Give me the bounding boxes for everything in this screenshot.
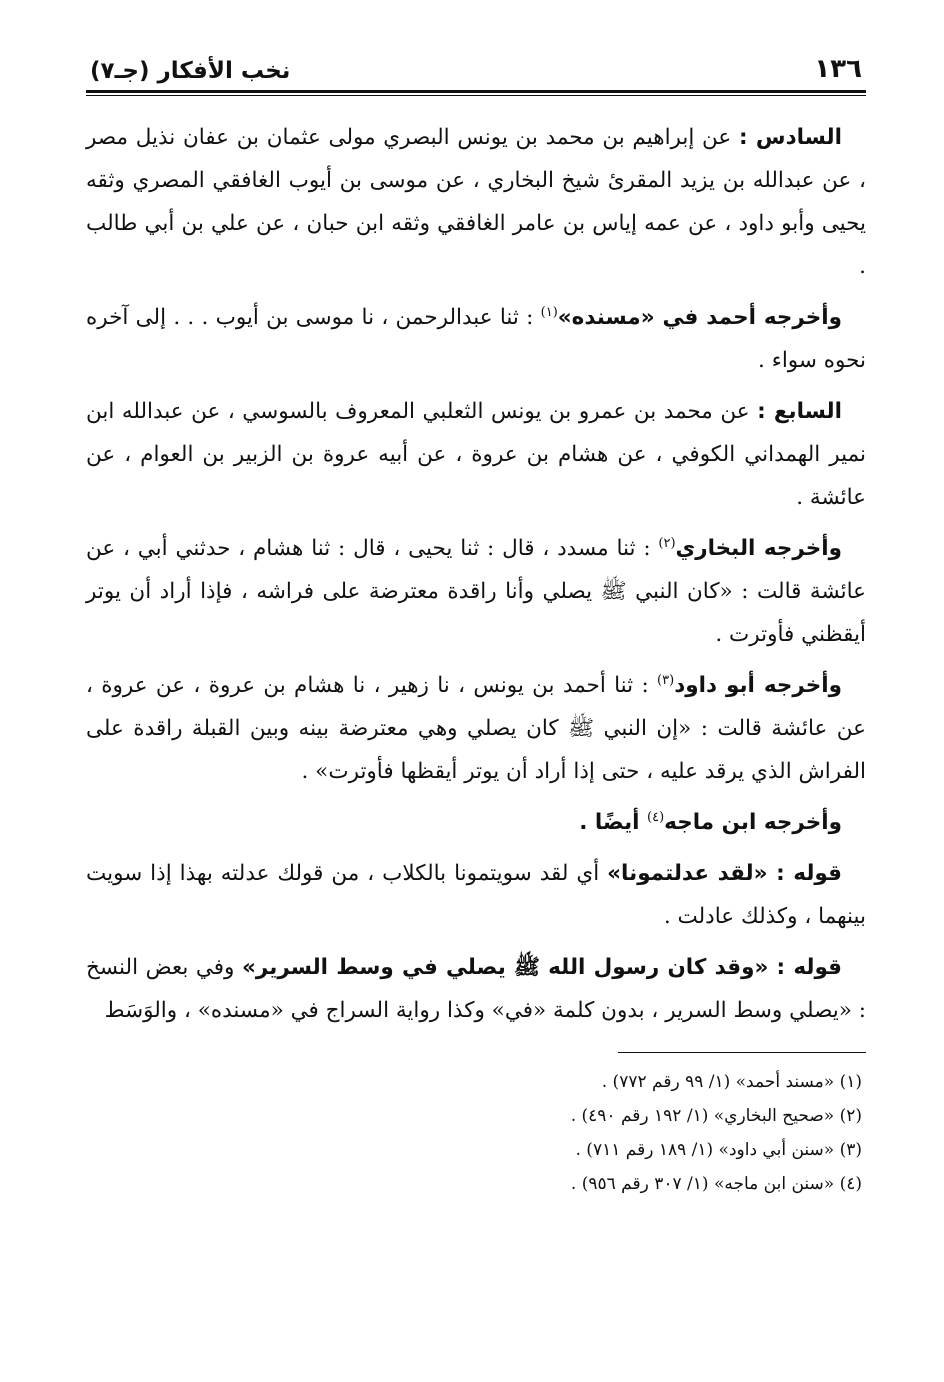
paragraph-commentary-bed [86, 946, 866, 1032]
paragraph-bukhari-citation [86, 527, 866, 656]
paragraph-ahmad-citation [86, 296, 866, 382]
running-title: نخب الأفكار (جـ٧) [90, 58, 291, 84]
paragraph-body: : ثنا عبدالرحمن ، نا موسى بن أيوب . . . إلى آخره نحوه سواء . [86, 305, 866, 373]
paragraph-lead: وأخرجه البخاري [675, 536, 843, 561]
paragraph-body: أيضًا . [579, 810, 648, 835]
footnote-marker: (١) [540, 304, 558, 320]
paragraph-body: عن إبراهيم بن محمد بن يونس البصري مولى عثمان بن عفان نذيل مصر ، عن عبدالله بن يزيد المقرئ شيخ البخاري ، عن موسى بن أيوب الغافقي المصري وثقه يحيى وأبو داود ، عن عمه إياس بن عامر الغافقي وثقه ابن حبان ، عن علي بن أبي طالب . [86, 125, 866, 279]
footnote-1: (١) «مسند أحمد» (١/ ٩٩ رقم ٧٧٢) . [601, 1072, 862, 1092]
footnote-3: (٣) «سنن أبي داود» (١/ ١٨٩ رقم ٧١١) . [575, 1140, 862, 1160]
footnotes [86, 1065, 866, 1201]
paragraph-lead: وأخرجه أبو داود [674, 673, 842, 698]
paragraph-lead: قوله : «وقد كان رسول الله ﷺ يصلي في وسط السرير» [242, 955, 842, 980]
footnote-marker: (٢) [658, 535, 676, 551]
header-rule [86, 90, 866, 96]
page-number: ١٣٦ [814, 54, 862, 84]
paragraph-lead: وأخرجه أحمد في «مسنده» [557, 305, 842, 330]
footnote-4: (٤) «سنن ابن ماجه» (١/ ٣٠٧ رقم ٩٥٦) . [570, 1174, 862, 1194]
footnote-separator [618, 1052, 866, 1053]
main-text [86, 116, 866, 1032]
footnote-marker: (٤) [647, 809, 665, 825]
paragraph-abu-dawud-citation [86, 664, 866, 793]
book-page [86, 40, 866, 1201]
paragraph-commentary-equated [86, 852, 866, 938]
paragraph-ibn-majah-citation [86, 801, 866, 844]
footnote-2: (٢) «صحيح البخاري» (١/ ١٩٢ رقم ٤٩٠) . [570, 1106, 862, 1126]
paragraph-body: أي لقد سويتمونا بالكلاب ، من قولك عدلته بهذا إذا سويت بينهما ، وكذلك عادلت . [86, 861, 866, 929]
paragraph-lead: قوله : «لقد عدلتمونا» [607, 861, 842, 886]
paragraph-seventh-chain [86, 390, 866, 519]
page-header [86, 40, 866, 84]
paragraph-sixth-chain [86, 116, 866, 288]
paragraph-body: : ثنا مسدد ، قال : ثنا يحيى ، قال : ثنا هشام ، حدثني أبي ، عن عائشة قالت : «كان النبي ﷺ يصلي وأنا راقدة معترضة على فراشه ، فإذا أراد أن يوتر أيقظني فأوترت . [86, 536, 866, 647]
footnote-marker: (٣) [657, 672, 675, 688]
paragraph-body: وفي بعض النسخ : «يصلي وسط السرير ، بدون كلمة «في» وكذا رواية السراج في «مسنده» ، والوَسَط [86, 955, 866, 1023]
paragraph-lead: وأخرجه ابن ماجه [664, 810, 842, 835]
paragraph-lead: السادس : [738, 125, 842, 150]
paragraph-body: : ثنا أحمد بن يونس ، نا زهير ، نا هشام بن عروة ، عن عروة ، عن عائشة قالت : «إن النبي ﷺ كان يصلي وهي معترضة بينه وبين القبلة راقدة على الفراش الذي يرقد عليه ، حتى إذا أراد أن يوتر أيقظها فأوترت» . [86, 673, 866, 784]
paragraph-body: عن محمد بن عمرو بن يونس الثعلبي المعروف بالسوسي ، عن عبدالله ابن نمير الهمداني الكوفي ، عن هشام بن عروة ، عن أبيه عروة بن الزبير بن العوام ، عن عائشة . [86, 399, 866, 510]
paragraph-lead: السابع : [757, 399, 842, 424]
